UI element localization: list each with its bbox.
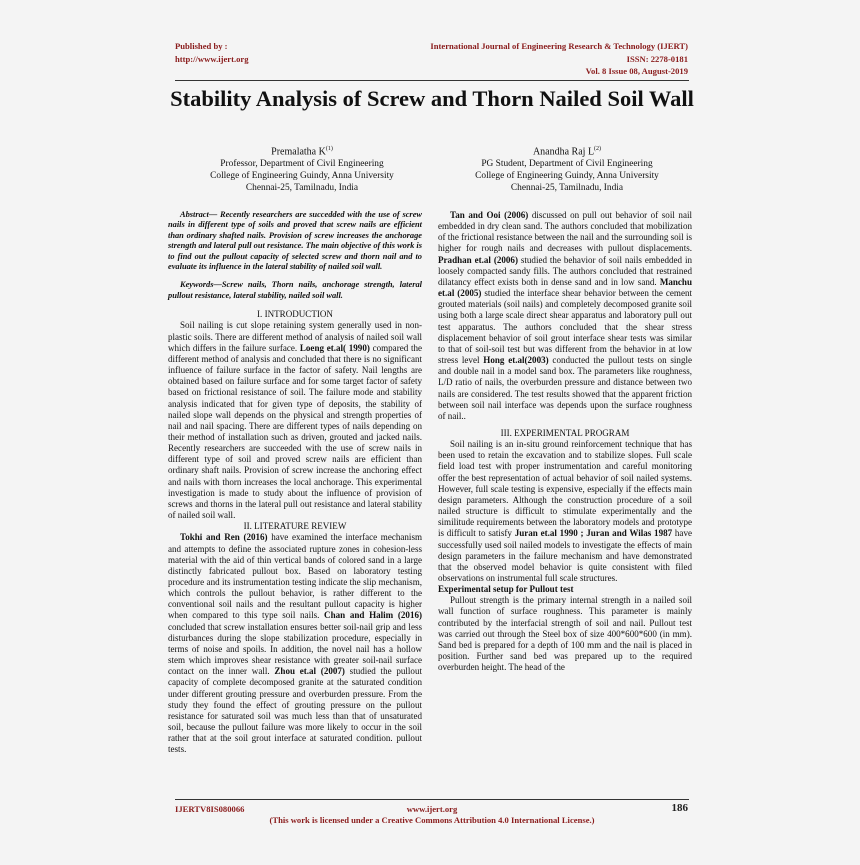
text-run: concluded that screw installation ensures better soil-nail grip and less disturbances during the slope stabilization procedure, especially in terms of noise and spoils. In addition, the novel nail has a hollow stem which improves shear resistance with greater soil-nail surface contact on the inner wall.	[168, 621, 422, 677]
text-run: studied the behavior of soil nails embedded in loosely compacted sandy fills. The authors concluded that restrained dilatancy effect exists both in dense sand and in low sand.	[438, 254, 692, 287]
paragraph-literature-2	[438, 210, 692, 422]
header-publisher	[175, 40, 249, 65]
paragraph-introduction	[168, 320, 422, 521]
citation: Chan and Halim (2016)	[324, 610, 422, 621]
author-block-1	[167, 143, 437, 194]
abstract-label: Abstract—	[180, 210, 218, 219]
text-run: conducted the pullout tests on single and double nail in a model sand box. The parameters like roughness, L/D ratio of nails, the overburden pressure and distance between two nails are considered. The test results showed that the apparent friction between soil nail interface was depends upon the surface roughness of nail..	[438, 355, 692, 421]
author-name: Premalatha K	[271, 146, 326, 158]
footer-site-link[interactable]: www.ijert.org	[406, 804, 458, 814]
text-run: discussed on pull out behavior of soil nail embedded in dry clean sand. The authors concluded that mobilization of the frictional resistance between the nail and the surrounding soil is higher for rough nails and decreases with pullout displacements.	[438, 210, 692, 254]
paragraph-literature-1	[168, 532, 422, 755]
citation: Juran et.al 1990 ; Juran and Wilas 1987	[514, 528, 673, 539]
journal-volume: Vol. 8 Issue 08, August-2019	[585, 66, 688, 76]
keywords: Keywords—Screw nails, Thorn nails, anchorage strength, lateral pullout resistance, lateral stability, nailed soil wall.	[168, 280, 422, 300]
author-org: College of Engineering Guindy, Anna University	[475, 171, 659, 182]
author-city: Chennai-25, Tamilnadu, India	[510, 183, 624, 194]
citation: Zhou et.al (2007)	[274, 666, 345, 677]
footer-license: (This work is licensed under a Creative Commons Attribution 4.0 International License.)	[269, 815, 595, 825]
published-by-label: Published by :	[175, 41, 228, 51]
abstract	[168, 210, 422, 272]
paper-title: Stability Analysis of Screw and Thorn Nailed Soil Wall	[170, 86, 694, 111]
header-journal-info	[430, 40, 688, 78]
text-run: studied the interface shear behavior between the cement grouted materials (soil nails) and completely decomposed granite soil using both a large scale direct shear apparatus and laboratory pull out test apparatus. The authors concluded that the shear stress displacement behavior of soil grout interface shear tests was similar to that of soil-soil test but was different from the behavior in at low stress level	[438, 288, 693, 366]
citation: Pradhan et.al (2006)	[438, 254, 518, 265]
citation: Hong et.al(2003)	[483, 355, 549, 366]
section-heading-experimental: III. EXPERIMENTAL PROGRAM	[500, 427, 630, 438]
text-run: compared the different method of analysis and concluded that there is no significant influence of failure surface in the factor of safety. Nail lengths are obtained based on failure surface and for some target factor of safety based on frictional resistance of soil. The failure mode and stability analysis indicated that for given type of deposits, the stability of nailed slope wall depends on the physical and strength properties of nail and nail spacing. There are different types of nails depending on their method of installation such as driven, grouted and jacked nails. Recently researchers are succeeded with the use of screw nails in different type of soil and proved screw nails are efficient than ordinary shaft nails. Provision of screw increase the anchoring effect and nails with thorn increases the local anchorage. This experimental investigation is made to study about the influence of provision of screws and thorns in the lateral pull out resistance and lateral stability of nailed soil wall.	[168, 342, 423, 521]
text-run: studied the pullout capacity of complete decomposed granite at the saturated condition under different grouting pressure and overburden pressure. From the study they found the effect of grouting pressure on the pullout resistance for saturated soil was much less than that of unsaturated soil, because the pullout failure was more likely to occur in the soil rather that at the soil grout interface at saturated condition. pullout tests.	[168, 666, 422, 755]
footer-page-number: 186	[671, 802, 688, 814]
text-run: have examined the interface mechanism and attempts to define the associated rupture zones in cohesion-less material with the aid of thin vertical bands of colored sand in a large distinctly fabricated pullout box. Based on laboratory testing procedure and its instrumentation testing indicate the slip mechanism, which controls the pullout behavior, is rather different to the conventional soil nails and the resultant pullout capacity is higher when compared to this type soil nails.	[168, 532, 423, 621]
journal-name: International Journal of Engineering Research & Technology (IJERT)	[430, 41, 688, 51]
footer-paper-code: IJERTV8IS080066	[175, 804, 245, 814]
header-divider	[175, 80, 689, 81]
author-sup: (2)	[594, 146, 602, 152]
citation: Tokhi and Ren (2016)	[180, 532, 268, 543]
author-org: College of Engineering Guindy, Anna University	[210, 171, 394, 182]
section-heading-introduction: I. INTRODUCTION	[257, 309, 333, 320]
author-sup: (1)	[325, 146, 333, 152]
footer-divider	[175, 799, 689, 800]
author-role: PG Student, Department of Civil Engineering	[481, 159, 653, 170]
citation: Tan and Ooi (2006)	[450, 210, 529, 220]
text-run: Soil nailing is an in-situ ground reinforcement technique that has been used to retain the excavation and to stabilize slopes. Full scale field load test with proper instrumentation and careful monitoring offer the best representation of actual behavior of soil nailed systems. However, full scale testing is expensive, especially if the effects main design parameters. Although the construction procedure of a soil nailed structure is difficult to stimulate experimentally and the similitude requirements between the laboratory models and prototype is difficult to satisfy	[438, 439, 692, 539]
citation: Loeng et.al( 1990)	[299, 342, 370, 353]
paragraph-setup: Pullout strength is the primary internal strength in a nailed soil wall function of surface roughness. This parameter is mainly contributed by the interfacial strength of soil and nail. Pullout test was carried out through the Steel box of size 400*600*600 (in mm). Sand bed is prepared for a depth of 100 mm and the nail is placed in position. Further sand bed was prepared up to the required overburden height. The head of the	[438, 595, 692, 673]
text-run: have successfully used soil nailed models to investigate the effects of main design parameters in the failure mechanism and have demonstrated that the observed model behavior is quite consistent with filed observations on instrumental full scale structures.	[438, 528, 692, 583]
author-city: Chennai-25, Tamilnadu, India	[245, 183, 359, 194]
citation: Manchu et.al (2005)	[438, 276, 692, 299]
paragraph-experimental	[438, 439, 692, 584]
subsection-heading-setup: Experimental setup for Pullout test	[438, 584, 574, 595]
author-block-2	[432, 143, 702, 194]
publisher-url-link[interactable]: http://www.ijert.org	[175, 53, 249, 64]
journal-issn: ISSN: 2278-0181	[626, 53, 688, 64]
left-column	[168, 210, 422, 756]
author-name: Anandha Raj L	[532, 146, 595, 158]
text-run: Soil nailing is cut slope retaining system generally used in non-plastic soils. There are different method of analysis of nailed soil wall which differs in the failure surface.	[168, 320, 422, 353]
section-heading-literature: II. LITERATURE REVIEW	[243, 521, 347, 532]
abstract-text: Recently researchers are succedded with the use of screw nails in different type of soils and proved that screw nails are efficient than ordinary shafted nails. Provision of screw increases the anchorage strength and lateral pull out resistance. The main objective of this work is to find out the pullout capacity of selected screw and thorn nail and to evaluate its influence in the lateral stability of nailed soil wall.	[168, 210, 422, 272]
author-role: Professor, Department of Civil Engineering	[220, 159, 384, 170]
right-column	[438, 210, 692, 673]
